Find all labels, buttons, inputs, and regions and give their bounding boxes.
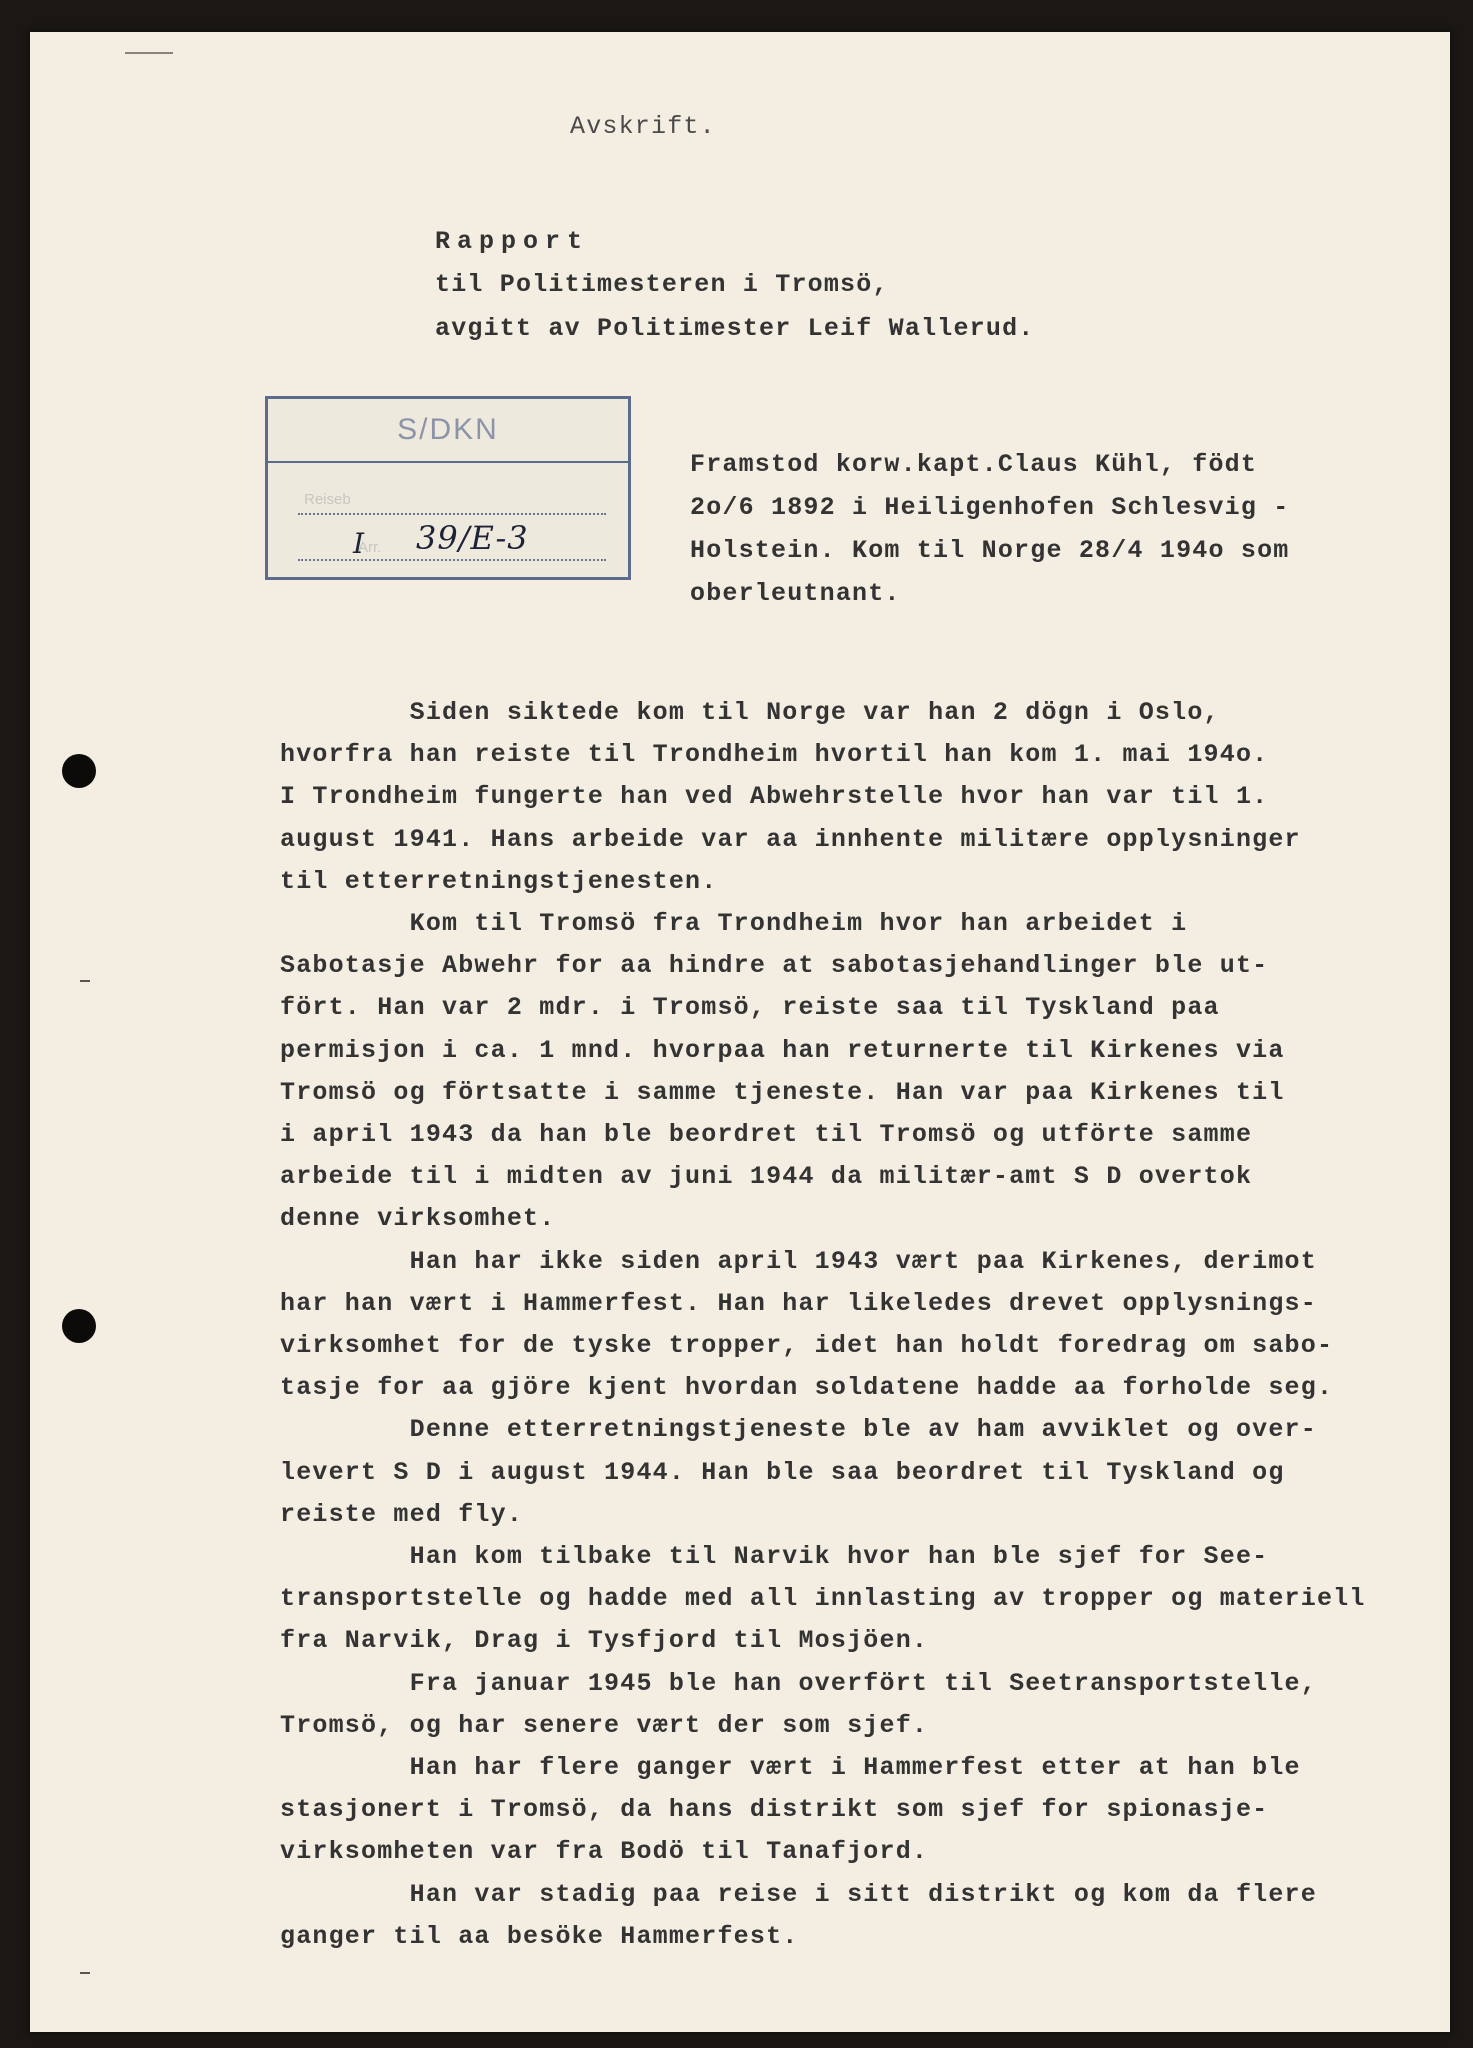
body-line: Denne etterretningstjeneste ble av ham avviklet og over- [280, 1415, 1317, 1444]
body-line: Han har ikke siden april 1943 vært paa Kirkenes, derimot [280, 1247, 1317, 1276]
body-line: virksomhet for de tyske tropper, idet han holdt foredrag om sabo- [280, 1331, 1334, 1360]
margin-tick [80, 980, 90, 982]
body-line: i april 1943 da han ble beordret til Tromsö og utförte samme [280, 1120, 1253, 1149]
body-line: Kom til Tromsö fra Trondheim hvor han arbeidet i [280, 909, 1188, 938]
stamp-dotted-line [298, 559, 606, 561]
intro-line: oberleutnant. [690, 579, 901, 608]
body-line: Han kom tilbake til Narvik hvor han ble sjef for See- [280, 1542, 1269, 1571]
body-line: permisjon i ca. 1 mnd. hvorpaa han returnerte til Kirkenes via [280, 1036, 1285, 1065]
body-line: hvorfra han reiste til Trondheim hvortil han kom 1. mai 194o. [280, 740, 1269, 769]
archive-stamp [265, 396, 631, 580]
body-line: tasje for aa gjöre kjent hvordan soldatene hadde aa forholde seg. [280, 1373, 1334, 1402]
punch-hole [62, 754, 96, 788]
body-line: virksomheten var fra Bodö til Tanafjord. [280, 1837, 929, 1866]
body-line: Tromsö, og har senere vært der som sjef. [280, 1711, 929, 1740]
body-line: Fra januar 1945 ble han overfört til Seetransportstelle, [280, 1669, 1317, 1698]
pencil-mark [125, 52, 173, 54]
body-line: arbeide til i midten av juni 1944 da militær-amt S D overtok [280, 1162, 1253, 1191]
body-line: Tromsö og förtsatte i samme tjeneste. Han var paa Kirkenes til [280, 1078, 1285, 1107]
body-line: stasjonert i Tromsö, da hans distrikt som sjef for spionasje- [280, 1795, 1269, 1824]
body-line: fra Narvik, Drag i Tysfjord til Mosjöen. [280, 1626, 929, 1655]
margin-tick [80, 1972, 90, 1974]
body-line: transportstelle og hadde med all innlasting av tropper og materiell [280, 1584, 1366, 1613]
body-line: fört. Han var 2 mdr. i Tromsö, reiste saa til Tyskland paa [280, 993, 1220, 1022]
document-title: Avskrift. [570, 112, 716, 141]
body-line: Sabotasje Abwehr for aa hindre at sabotasjehandlinger ble ut- [280, 951, 1269, 980]
intro-line: 2o/6 1892 i Heiligenhofen Schlesvig - [690, 493, 1290, 522]
body-line: I Trondheim fungerte han ved Abwehrstelle hvor han var til 1. [280, 782, 1269, 811]
stamp-handwritten-mark: I [353, 527, 365, 560]
stamp-faint-print: Reiseb [304, 491, 351, 508]
body-line: til etterretningstjenesten. [280, 867, 718, 896]
stamp-handwritten-number: 39/E-3 [416, 519, 529, 557]
body-line: har han vært i Hammerfest. Han har likeledes drevet opplysnings- [280, 1289, 1317, 1318]
body-line: ganger til aa besöke Hammerfest. [280, 1922, 799, 1951]
document-page [30, 32, 1450, 2032]
intro-line: Framstod korw.kapt.Claus Kühl, födt [690, 450, 1258, 479]
stamp-faint-print: Arr. [358, 539, 382, 556]
punch-hole [62, 1309, 96, 1343]
report-subtitle-line: til Politimesteren i Tromsö, [435, 270, 889, 299]
body-line: Han var stadig paa reise i sitt distrikt og kom da flere [280, 1880, 1317, 1909]
stamp-dotted-line [298, 513, 606, 515]
intro-line: Holstein. Kom til Norge 28/4 194o som [690, 536, 1290, 565]
body-line: denne virksomhet. [280, 1204, 556, 1233]
stamp-header: S/DKN [268, 399, 628, 463]
body-line: reiste med fly. [280, 1500, 524, 1529]
body-line: august 1941. Hans arbeide var aa innhente militære opplysninger [280, 825, 1301, 854]
body-line: levert S D i august 1944. Han ble saa beordret til Tyskland og [280, 1458, 1285, 1487]
report-heading: Rapport [435, 227, 590, 256]
body-line: Han har flere ganger vært i Hammerfest etter at han ble [280, 1753, 1301, 1782]
body-line: Siden siktede kom til Norge var han 2 dögn i Oslo, [280, 698, 1220, 727]
report-subtitle-line: avgitt av Politimester Leif Wallerud. [435, 314, 1035, 343]
